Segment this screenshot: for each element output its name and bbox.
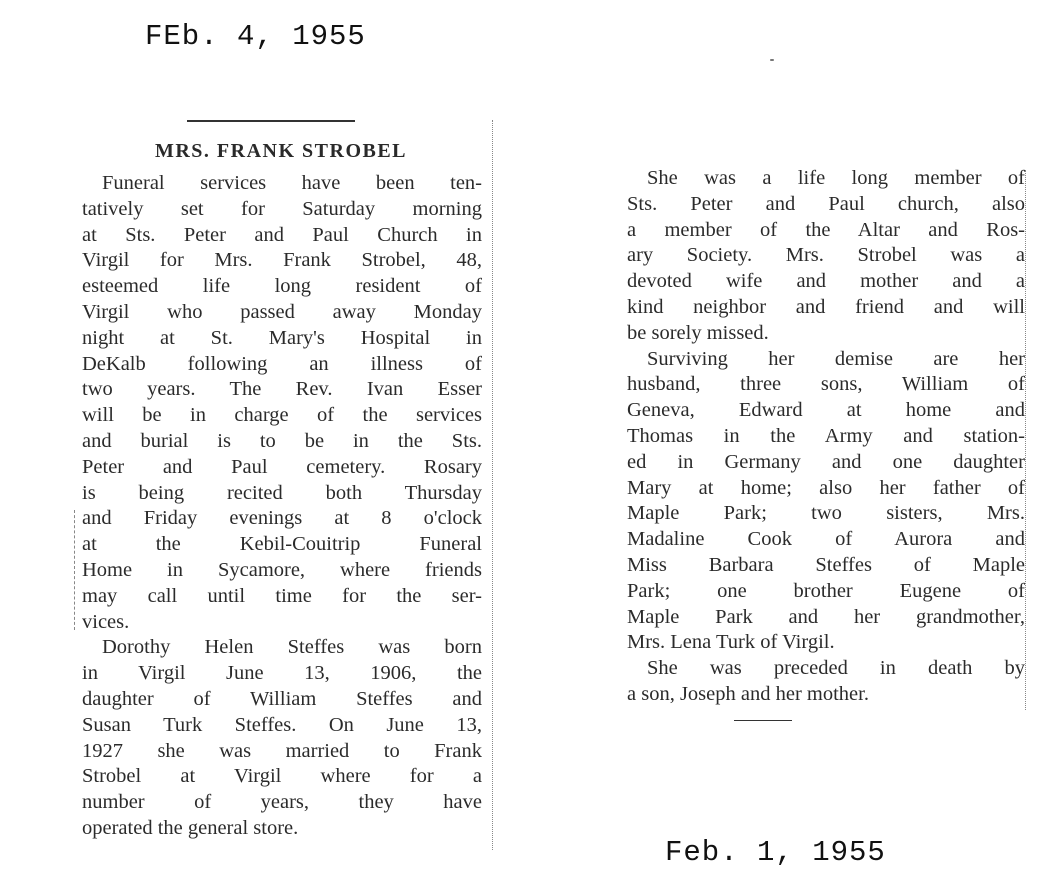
- text-line: night at St. Mary's Hospital in: [82, 326, 482, 349]
- text-line: two years. The Rev. Ivan Esser: [82, 378, 482, 401]
- clipping-edge-left: [74, 510, 75, 630]
- text-line: number of years, they have: [82, 791, 482, 814]
- text-line: DeKalb following an illness of: [82, 352, 482, 375]
- text-line: Dorothy Helen Steffes was born: [102, 636, 482, 659]
- text-line: Strobel at Virgil where for a: [82, 765, 482, 788]
- text-line: She was a life long member of: [647, 167, 1025, 189]
- obituary-column-left: [82, 171, 482, 842]
- header-rule: [187, 120, 355, 122]
- text-line: Mrs. Lena Turk of Virgil.: [627, 631, 835, 654]
- clipping-edge-right: [1025, 170, 1026, 710]
- text-line: Maple Park and her grandmother,: [627, 605, 1025, 628]
- text-line: Virgil for Mrs. Frank Strobel, 48,: [82, 249, 482, 272]
- text-line: Park; one brother Eugene of: [627, 579, 1025, 602]
- end-rule: [734, 720, 792, 721]
- text-line: Surviving her demise are her: [647, 347, 1025, 370]
- text-line: Geneva, Edward at home and: [627, 399, 1025, 422]
- text-line: and burial is to be in the Sts.: [82, 429, 482, 452]
- text-line: Funeral services have been ten-: [102, 172, 482, 194]
- text-line: vices.: [82, 610, 130, 633]
- obituary-headline: MRS. FRANK STROBEL: [154, 140, 408, 162]
- text-line: and Friday evenings at 8 o'clock: [82, 507, 482, 530]
- text-line: Madaline Cook of Aurora and: [627, 528, 1025, 551]
- text-line: Sts. Peter and Paul church, also: [627, 192, 1025, 215]
- handwritten-date-bottom: Feb. 1, 1955: [665, 836, 886, 869]
- text-line: operated the general store.: [82, 816, 299, 839]
- text-line: She was preceded in death by: [647, 657, 1025, 680]
- text-line: Mary at home; also her father of: [627, 476, 1025, 499]
- text-line: Peter and Paul cemetery. Rosary: [82, 455, 482, 478]
- text-line: 1927 she was married to Frank: [82, 739, 482, 762]
- text-line: Maple Park; two sisters, Mrs.: [627, 502, 1025, 525]
- text-line: be sorely missed.: [627, 321, 769, 344]
- text-line: Thomas in the Army and station-: [627, 424, 1025, 447]
- text-line: devoted wife and mother and a: [627, 270, 1025, 293]
- text-line: ed in Germany and one daughter: [627, 450, 1025, 473]
- text-line: husband, three sons, William of: [627, 373, 1025, 396]
- text-line: Virgil who passed away Monday: [82, 300, 482, 323]
- print-speck: [770, 59, 774, 61]
- text-line: a son, Joseph and her mother.: [627, 682, 869, 705]
- text-line: daughter of William Steffes and: [82, 687, 482, 710]
- text-line: tatively set for Saturday morning: [82, 197, 482, 220]
- handwritten-date-top: FEb. 4, 1955: [145, 20, 366, 53]
- text-line: will be in charge of the services: [82, 404, 482, 427]
- text-line: ary Society. Mrs. Strobel was a: [627, 244, 1025, 267]
- text-line: kind neighbor and friend and will: [627, 295, 1025, 318]
- text-line: esteemed life long resident of: [82, 275, 482, 298]
- text-line: at Sts. Peter and Paul Church in: [82, 223, 482, 246]
- clipping-edge-middle: [492, 120, 493, 850]
- text-line: may call until time for the ser-: [82, 584, 482, 607]
- text-line: is being recited both Thursday: [82, 481, 482, 504]
- text-line: a member of the Altar and Ros-: [627, 218, 1025, 241]
- text-line: Home in Sycamore, where friends: [82, 558, 482, 581]
- text-line: Susan Turk Steffes. On June 13,: [82, 713, 482, 736]
- text-line: at the Kebil-Couitrip Funeral: [82, 533, 482, 556]
- text-line: in Virgil June 13, 1906, the: [82, 662, 482, 685]
- text-line: Miss Barbara Steffes of Maple: [627, 553, 1025, 576]
- obituary-column-right: [627, 166, 1025, 708]
